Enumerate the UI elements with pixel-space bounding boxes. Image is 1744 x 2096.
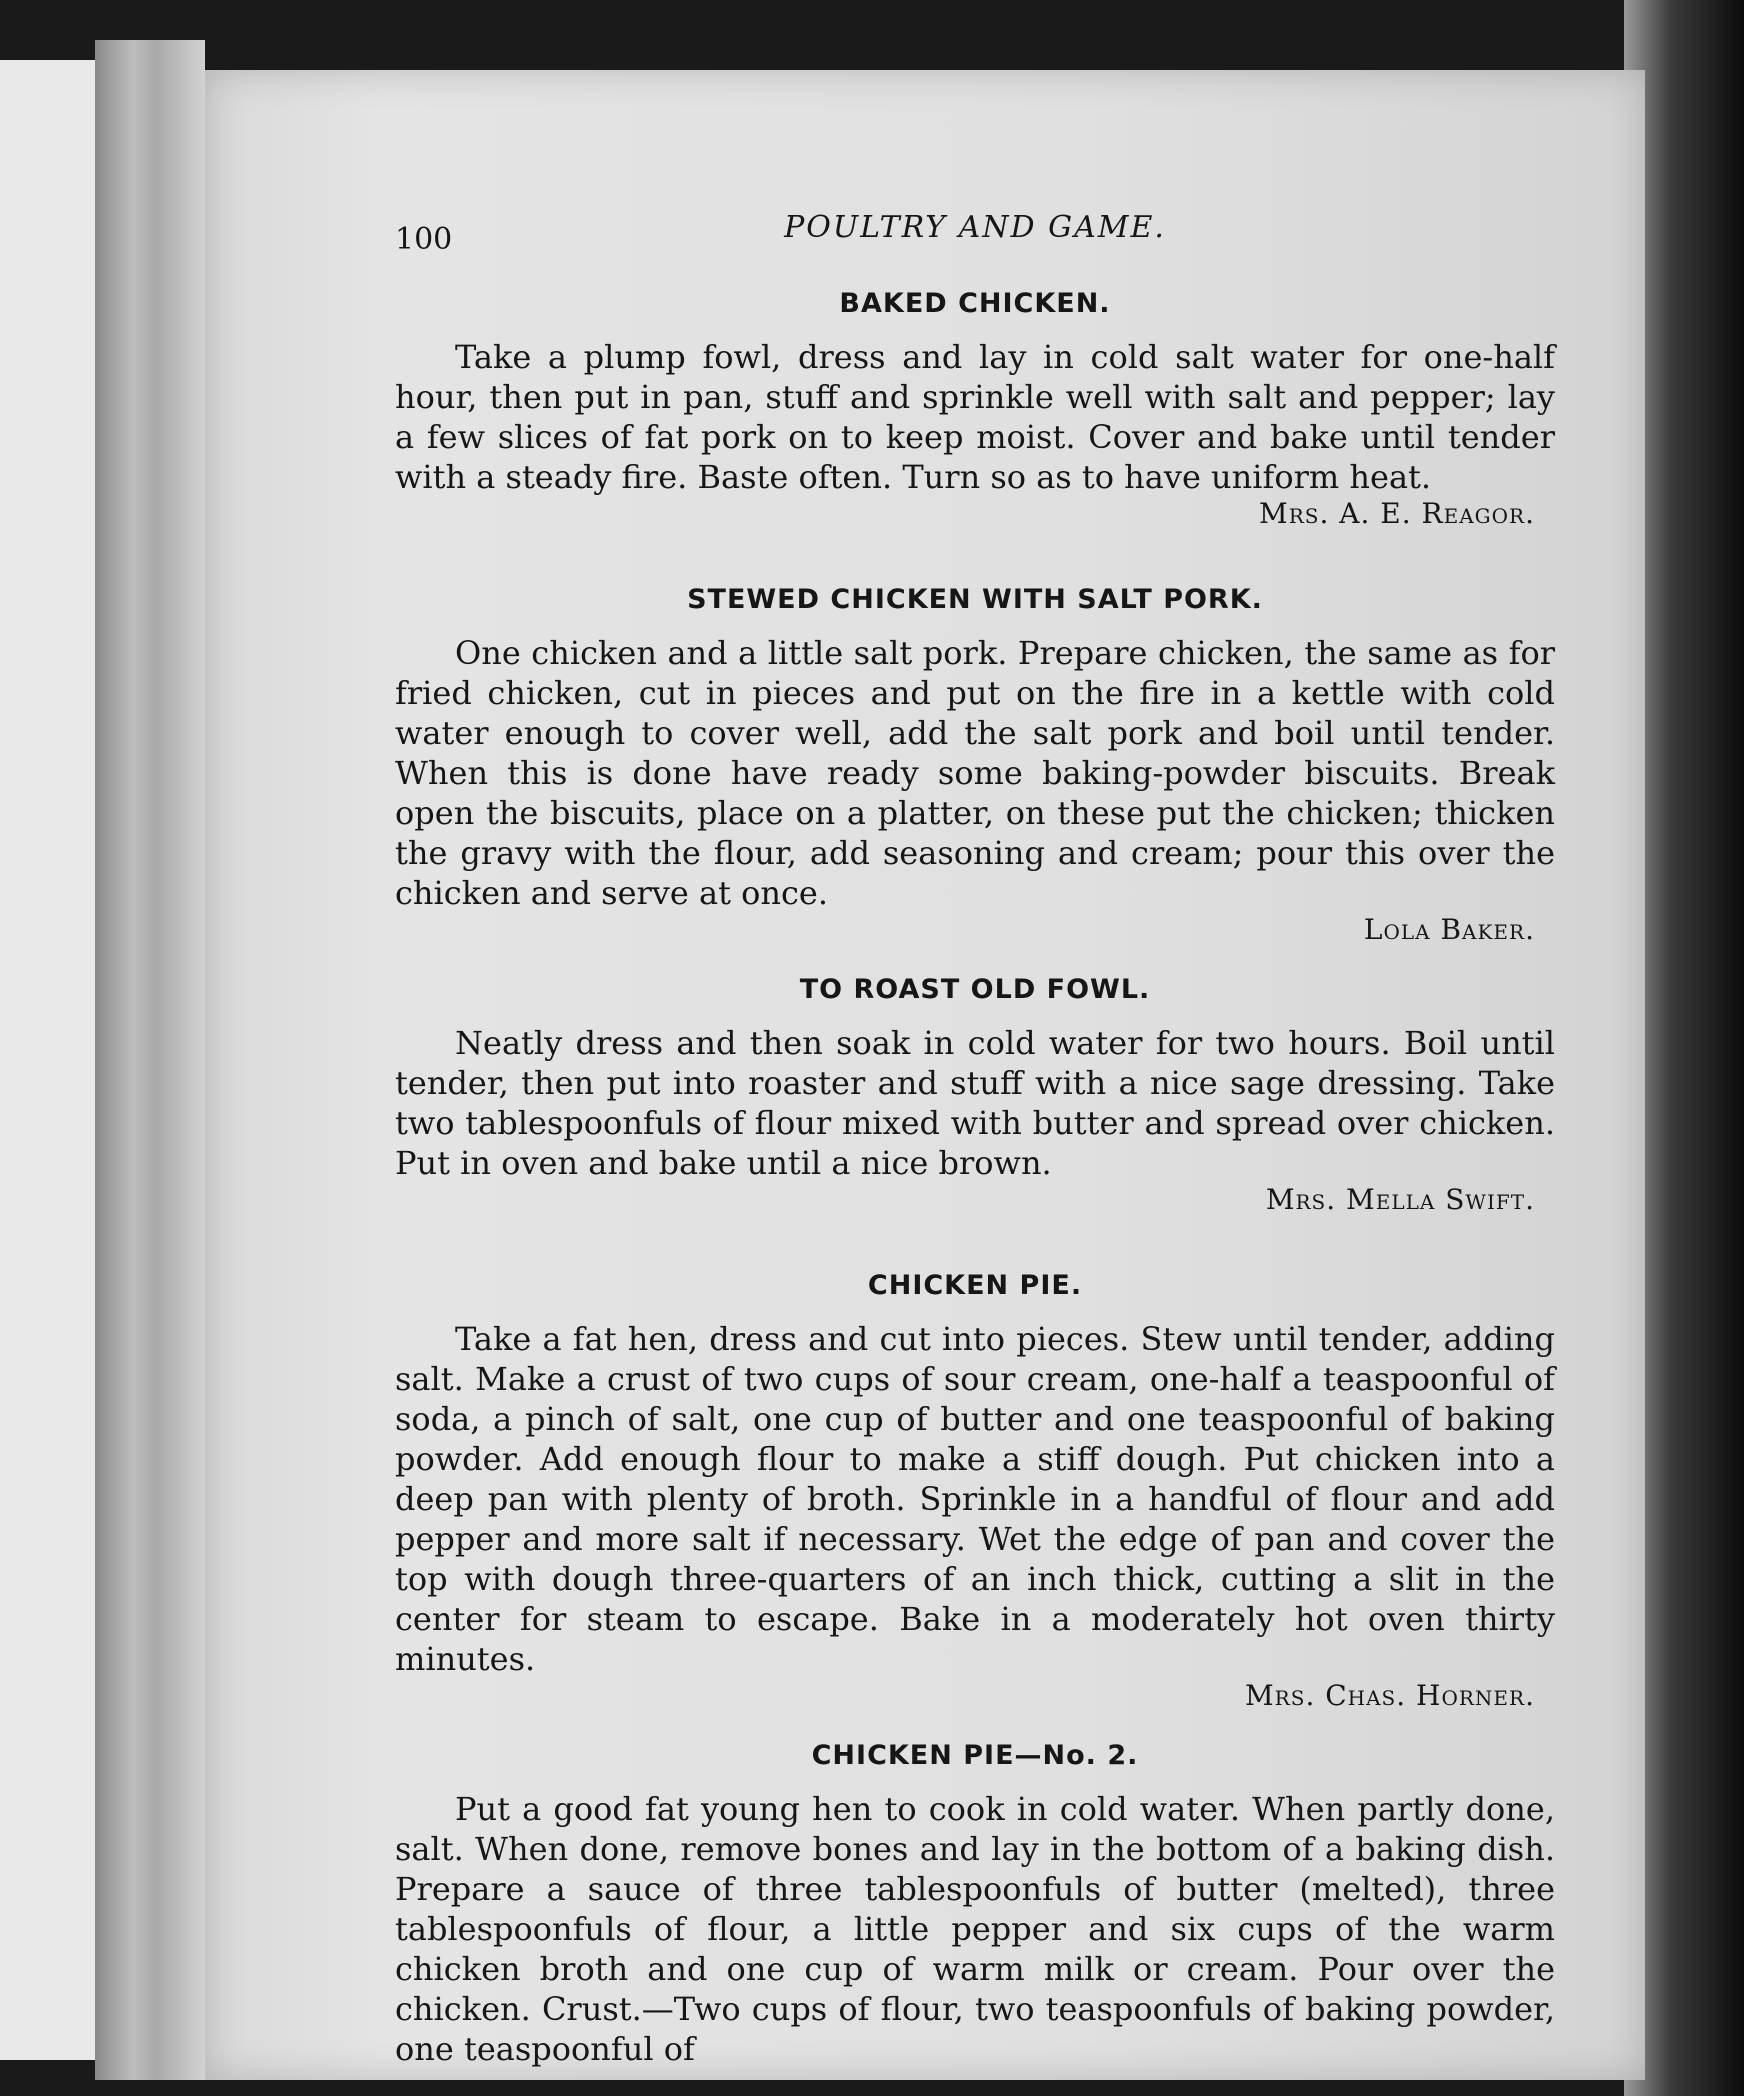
page-edges xyxy=(95,40,205,2080)
recipe-text: Take a plump fowl, dress and lay in cold salt water for one-half hour, then put in pan, stuff and sprinkle well with salt and pepper; lay a few slices of fat pork on to keep moist. Cover and bake until tender with a steady fire. Baste often. Turn so as to have uniform heat. xyxy=(395,338,1555,496)
running-head: POULTRY AND GAME. xyxy=(784,210,1166,245)
page-content xyxy=(395,200,1555,2069)
recipe xyxy=(395,1270,1555,1712)
adjacent-page xyxy=(0,60,100,2060)
recipe xyxy=(395,974,1555,1216)
recipe-author: Mrs. A. E. Reagor. xyxy=(1259,497,1535,530)
recipe xyxy=(395,1740,1555,2069)
recipe-author: Mrs. Mella Swift. xyxy=(1265,1183,1535,1216)
page-header xyxy=(395,200,1555,260)
recipe-text: Put a good fat young hen to cook in cold water. When partly done, salt. When done, remove bones and lay in the bottom of a baking dish. Prepare a sauce of three tablespoonfuls of butter (melted), three tablespoonfuls of flour, a little pepper and six cups of the warm chicken broth and one cup of warm milk or cream. Pour over the chicken. Crust.—Two cups of flour, two teaspoonfuls of baking powder, one teaspoonful of xyxy=(395,1790,1555,2068)
recipe-text: One chicken and a little salt pork. Prepare chicken, the same as for fried chicken, cut in pieces and put on the fire in a kettle with cold water enough to cover well, add the salt pork and boil until tender. When this is done have ready some baking-powder biscuits. Break open the biscuits, place on a platter, on these put the chicken; thicken the gravy with the flour, add seasoning and cream; pour this over the chicken and serve at once. xyxy=(395,634,1555,912)
recipe-title: BAKED CHICKEN. xyxy=(839,288,1111,319)
recipe-author: Mrs. Chas. Horner. xyxy=(1245,1679,1535,1712)
recipe-title: CHICKEN PIE. xyxy=(867,1270,1083,1301)
recipe-title: STEWED CHICKEN WITH SALT PORK. xyxy=(687,584,1263,615)
recipe xyxy=(395,584,1555,946)
recipe-text: Neatly dress and then soak in cold water for two hours. Boil until tender, then put into roaster and stuff with a nice sage dressing. Take two tablespoonfuls of flour mixed with butter and spread over chicken. Put in oven and bake until a nice brown. xyxy=(395,1024,1555,1182)
recipe-author: Lola Baker. xyxy=(1363,913,1535,946)
recipe-text: Take a fat hen, dress and cut into pieces. Stew until tender, adding salt. Make a crust of two cups of sour cream, one-half a teaspoonful of soda, a pinch of salt, one cup of butter and one teaspoonful of baking powder. Add enough flour to make a stiff dough. Put chicken into a deep pan with plenty of broth. Sprinkle in a handful of flour and add pepper and more salt if necessary. Wet the edge of pan and cover the top with dough three-quarters of an inch thick, cutting a slit in the center for steam to escape. Bake in a moderately hot oven thirty minutes. xyxy=(395,1320,1555,1678)
recipe-title: CHICKEN PIE—No. 2. xyxy=(811,1740,1139,1771)
recipe-title: TO ROAST OLD FOWL. xyxy=(799,974,1151,1005)
page-number: 100 xyxy=(395,222,453,257)
recipe xyxy=(395,288,1555,530)
